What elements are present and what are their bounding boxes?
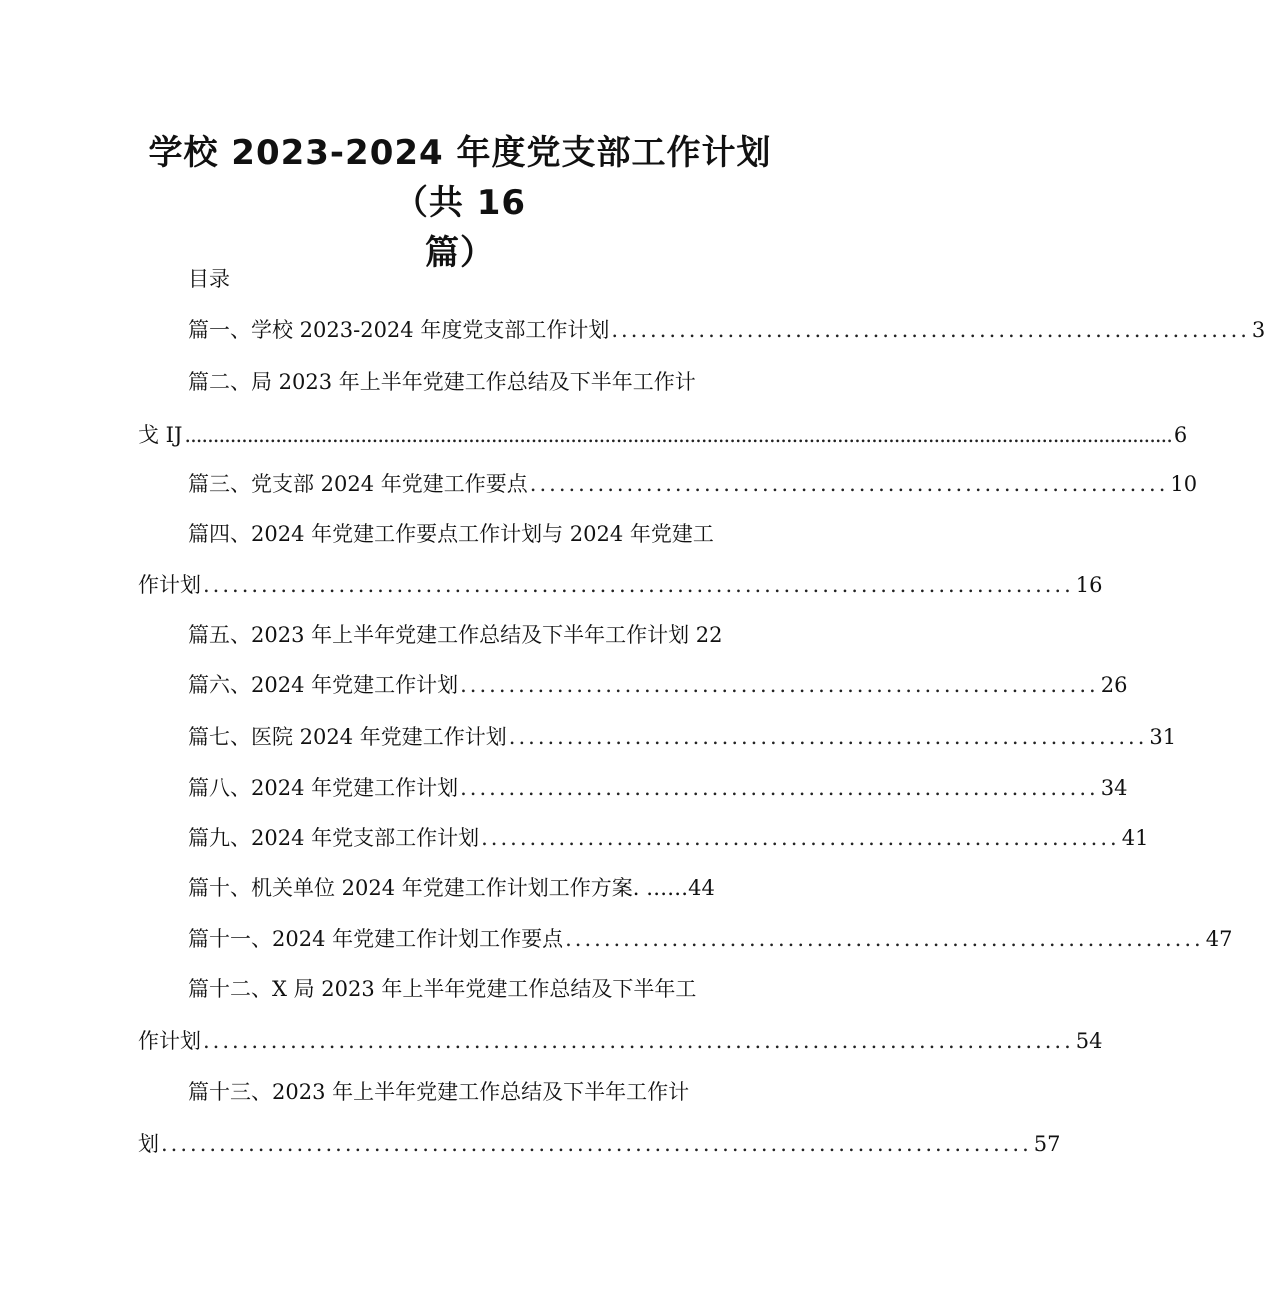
toc-page-number: 26 (1100, 673, 1128, 697)
toc-entry-2-line-2[interactable] (138, 420, 1188, 450)
toc-entry-5[interactable]: 篇五、2023 年上半年党建工作总结及下半年工作计划 22 (188, 623, 723, 647)
dot-leader: .................................................................. (529, 472, 1169, 496)
toc-entry-text: 篇八、2024 年党建工作计划 (188, 776, 459, 800)
title-line-2: 篇） (425, 233, 495, 273)
dot-leader: .................................................................. (565, 927, 1204, 951)
toc-entry-3[interactable] (188, 469, 1198, 499)
dot-leader: .................................................................. (611, 318, 1250, 342)
toc-entry-text: 划 (138, 1132, 159, 1156)
toc-entry-text: 篇九、2024 年党支部工作计划 (188, 826, 480, 850)
toc-entry-4-line-1[interactable]: 篇四、2024 年党建工作要点工作计划与 2024 年党建工 (188, 522, 714, 546)
toc-entry-text: 篇一、学校 2023-2024 年度党支部工作计划 (188, 318, 610, 342)
toc-entry-10[interactable]: 篇十、机关单位 2024 年党建工作计划工作方案. ……44 (188, 876, 715, 900)
toc-entry-8[interactable] (188, 773, 1128, 803)
toc-entry-4-line-2[interactable] (138, 570, 1103, 600)
toc-entry-1[interactable] (188, 315, 1265, 345)
toc-entry-text: 作计划 (138, 573, 201, 597)
toc-page-number: 3 (1251, 318, 1265, 342)
toc-heading: 目录 (188, 267, 230, 291)
dot-leader: .......................................................................................... (203, 573, 1074, 597)
toc-entry-text: 篇六、2024 年党建工作计划 (188, 673, 459, 697)
dot-leader: .......................................................................................... (161, 1132, 1032, 1156)
toc-entry-text: 作计划 (138, 1029, 201, 1053)
toc-entry-text: 篇十一、2024 年党建工作计划工作要点 (188, 927, 564, 951)
toc-page-number: 57 (1033, 1132, 1061, 1156)
toc-page-number: 54 (1075, 1029, 1103, 1053)
title-line-1: 学校 2023-2024 年度党支部工作计划（共 16 (148, 133, 772, 223)
toc-entry-11[interactable] (188, 924, 1233, 954)
toc-entry-7[interactable] (188, 722, 1177, 752)
toc-page-number: 10 (1170, 472, 1198, 496)
document-title (130, 128, 790, 278)
toc-entry-6[interactable] (188, 670, 1128, 700)
dot-leader: .................................................................. (481, 826, 1120, 850)
toc-entry-13-line-2[interactable] (138, 1129, 1061, 1159)
toc-page-number: 6 (1173, 423, 1188, 447)
toc-page-number: 41 (1121, 826, 1149, 850)
dot-leader: .................................................................. (508, 725, 1148, 749)
toc-entry-12-line-2[interactable] (138, 1026, 1103, 1056)
toc-entry-12-line-1[interactable]: 篇十二、X 局 2023 年上半年党建工作总结及下半年工 (188, 977, 697, 1001)
toc-entry-text: 篇三、党支部 2024 年党建工作要点 (188, 472, 528, 496)
toc-page-number: 34 (1100, 776, 1128, 800)
toc-entry-text: 篇七、医院 2024 年党建工作计划 (188, 725, 507, 749)
toc-entry-text: 戈 IJ (138, 423, 183, 447)
toc-page-number: 31 (1149, 725, 1177, 749)
toc-entry-13-line-1[interactable]: 篇十三、2023 年上半年党建工作总结及下半年工作计 (188, 1080, 690, 1104)
dot-leader: .................................................................. (460, 673, 1099, 697)
toc-entry-2-line-1[interactable]: 篇二、局 2023 年上半年党建工作总结及下半年工作计 (188, 370, 696, 394)
dot-leader: .............................................................................................................................................................................. (184, 423, 1172, 447)
toc-entry-9[interactable] (188, 823, 1149, 853)
toc-page-number: 16 (1075, 573, 1103, 597)
dot-leader: .......................................................................................... (203, 1029, 1074, 1053)
dot-leader: .................................................................. (460, 776, 1099, 800)
toc-page-number: 47 (1205, 927, 1233, 951)
